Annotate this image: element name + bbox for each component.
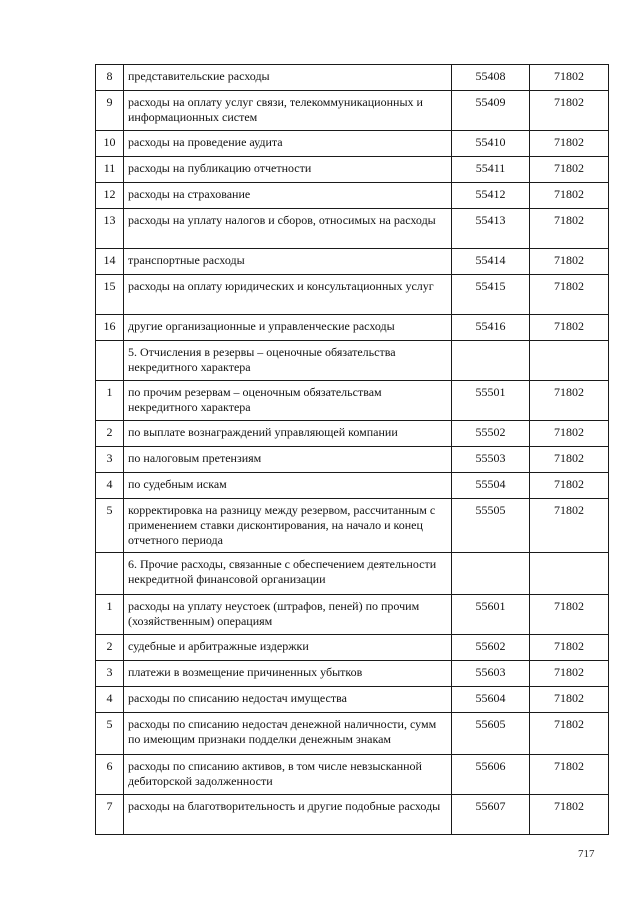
row-number: 8 [96, 65, 124, 91]
row-number: 4 [96, 473, 124, 499]
row-correspondent-account: 71802 [530, 157, 609, 183]
row-account-code: 55409 [452, 91, 530, 131]
row-number: 10 [96, 131, 124, 157]
row-description: расходы на уплату неустоек (штрафов, пеней) по прочим (хозяйственным) операциям [124, 595, 452, 635]
row-correspondent-account: 71802 [530, 65, 609, 91]
row-account-code [452, 341, 530, 381]
row-number: 12 [96, 183, 124, 209]
table-row [96, 687, 609, 713]
row-account-code: 55601 [452, 595, 530, 635]
row-account-code: 55408 [452, 65, 530, 91]
row-account-code: 55414 [452, 249, 530, 275]
row-description: расходы на уплату налогов и сборов, относимых на расходы [124, 209, 452, 249]
row-number [96, 553, 124, 595]
row-account-code [452, 553, 530, 595]
row-correspondent-account: 71802 [530, 473, 609, 499]
row-description: расходы по списанию недостач денежной наличности, сумм по имеющим признаки подделки денежным знакам [124, 713, 452, 755]
row-description: расходы на страхование [124, 183, 452, 209]
row-number: 1 [96, 381, 124, 421]
row-description: по выплате вознаграждений управляющей компании [124, 421, 452, 447]
table-row [96, 421, 609, 447]
row-correspondent-account [530, 341, 609, 381]
row-number: 15 [96, 275, 124, 315]
row-correspondent-account: 71802 [530, 91, 609, 131]
row-description: судебные и арбитражные издержки [124, 635, 452, 661]
row-account-code: 55503 [452, 447, 530, 473]
row-account-code: 55504 [452, 473, 530, 499]
row-account-code: 55502 [452, 421, 530, 447]
table-row [96, 499, 609, 553]
row-description: корректировка на разницу между резервом, рассчитанным с применением ставки дисконтирования, на начало и конец отчетного периода [124, 499, 452, 553]
row-number: 11 [96, 157, 124, 183]
accounts-table [95, 64, 609, 835]
table-row [96, 755, 609, 795]
table-row [96, 595, 609, 635]
row-description: по судебным искам [124, 473, 452, 499]
row-account-code: 55412 [452, 183, 530, 209]
table-row [96, 315, 609, 341]
row-description: расходы на оплату юридических и консультационных услуг [124, 275, 452, 315]
row-description: расходы на оплату услуг связи, телекоммуникационных и информационных систем [124, 91, 452, 131]
row-number: 3 [96, 661, 124, 687]
row-account-code: 55501 [452, 381, 530, 421]
row-description: по налоговым претензиям [124, 447, 452, 473]
row-description: представительские расходы [124, 65, 452, 91]
table-row [96, 157, 609, 183]
row-correspondent-account: 71802 [530, 687, 609, 713]
row-account-code: 55602 [452, 635, 530, 661]
table-row [96, 381, 609, 421]
table-row [96, 209, 609, 249]
table-row [96, 183, 609, 209]
row-correspondent-account: 71802 [530, 209, 609, 249]
row-description: 5. Отчисления в резервы – оценочные обязательства некредитного характера [124, 341, 452, 381]
row-description: расходы на публикацию отчетности [124, 157, 452, 183]
row-account-code: 55415 [452, 275, 530, 315]
row-description: по прочим резервам – оценочным обязательствам некредитного характера [124, 381, 452, 421]
row-correspondent-account: 71802 [530, 381, 609, 421]
row-correspondent-account: 71802 [530, 131, 609, 157]
table-row [96, 795, 609, 835]
table-row [96, 661, 609, 687]
row-correspondent-account: 71802 [530, 755, 609, 795]
table-row [96, 91, 609, 131]
row-description: расходы по списанию активов, в том числе невзысканной дебиторской задолженности [124, 755, 452, 795]
page-number: 717 [578, 848, 595, 860]
row-correspondent-account: 71802 [530, 595, 609, 635]
row-account-code: 55606 [452, 755, 530, 795]
row-account-code: 55505 [452, 499, 530, 553]
row-number: 3 [96, 447, 124, 473]
accounts-table-body [96, 65, 609, 835]
row-number [96, 341, 124, 381]
row-number: 2 [96, 635, 124, 661]
table-row [96, 447, 609, 473]
row-description: 6. Прочие расходы, связанные с обеспечением деятельности некредитной финансовой организации [124, 553, 452, 595]
row-description: платежи в возмещение причиненных убытков [124, 661, 452, 687]
row-correspondent-account: 71802 [530, 249, 609, 275]
row-correspondent-account [530, 553, 609, 595]
row-account-code: 55607 [452, 795, 530, 835]
section-row [96, 341, 609, 381]
row-number: 5 [96, 499, 124, 553]
row-description: расходы на проведение аудита [124, 131, 452, 157]
table-row [96, 275, 609, 315]
row-account-code: 55604 [452, 687, 530, 713]
row-description: транспортные расходы [124, 249, 452, 275]
row-number: 7 [96, 795, 124, 835]
row-number: 1 [96, 595, 124, 635]
row-description: другие организационные и управленческие расходы [124, 315, 452, 341]
table-row [96, 635, 609, 661]
row-correspondent-account: 71802 [530, 661, 609, 687]
row-correspondent-account: 71802 [530, 421, 609, 447]
table-row [96, 131, 609, 157]
row-correspondent-account: 71802 [530, 499, 609, 553]
section-row [96, 553, 609, 595]
row-correspondent-account: 71802 [530, 315, 609, 341]
row-account-code: 55416 [452, 315, 530, 341]
row-account-code: 55411 [452, 157, 530, 183]
row-number: 6 [96, 755, 124, 795]
table-row [96, 249, 609, 275]
row-number: 9 [96, 91, 124, 131]
row-correspondent-account: 71802 [530, 635, 609, 661]
row-number: 2 [96, 421, 124, 447]
row-account-code: 55410 [452, 131, 530, 157]
row-number: 13 [96, 209, 124, 249]
row-correspondent-account: 71802 [530, 795, 609, 835]
row-number: 4 [96, 687, 124, 713]
row-correspondent-account: 71802 [530, 447, 609, 473]
row-description: расходы по списанию недостач имущества [124, 687, 452, 713]
table-row [96, 65, 609, 91]
row-number: 5 [96, 713, 124, 755]
row-correspondent-account: 71802 [530, 275, 609, 315]
table-row [96, 713, 609, 755]
row-number: 14 [96, 249, 124, 275]
row-description: расходы на благотворительность и другие подобные расходы [124, 795, 452, 835]
row-number: 16 [96, 315, 124, 341]
row-account-code: 55413 [452, 209, 530, 249]
row-account-code: 55605 [452, 713, 530, 755]
row-correspondent-account: 71802 [530, 713, 609, 755]
table-row [96, 473, 609, 499]
row-account-code: 55603 [452, 661, 530, 687]
row-correspondent-account: 71802 [530, 183, 609, 209]
